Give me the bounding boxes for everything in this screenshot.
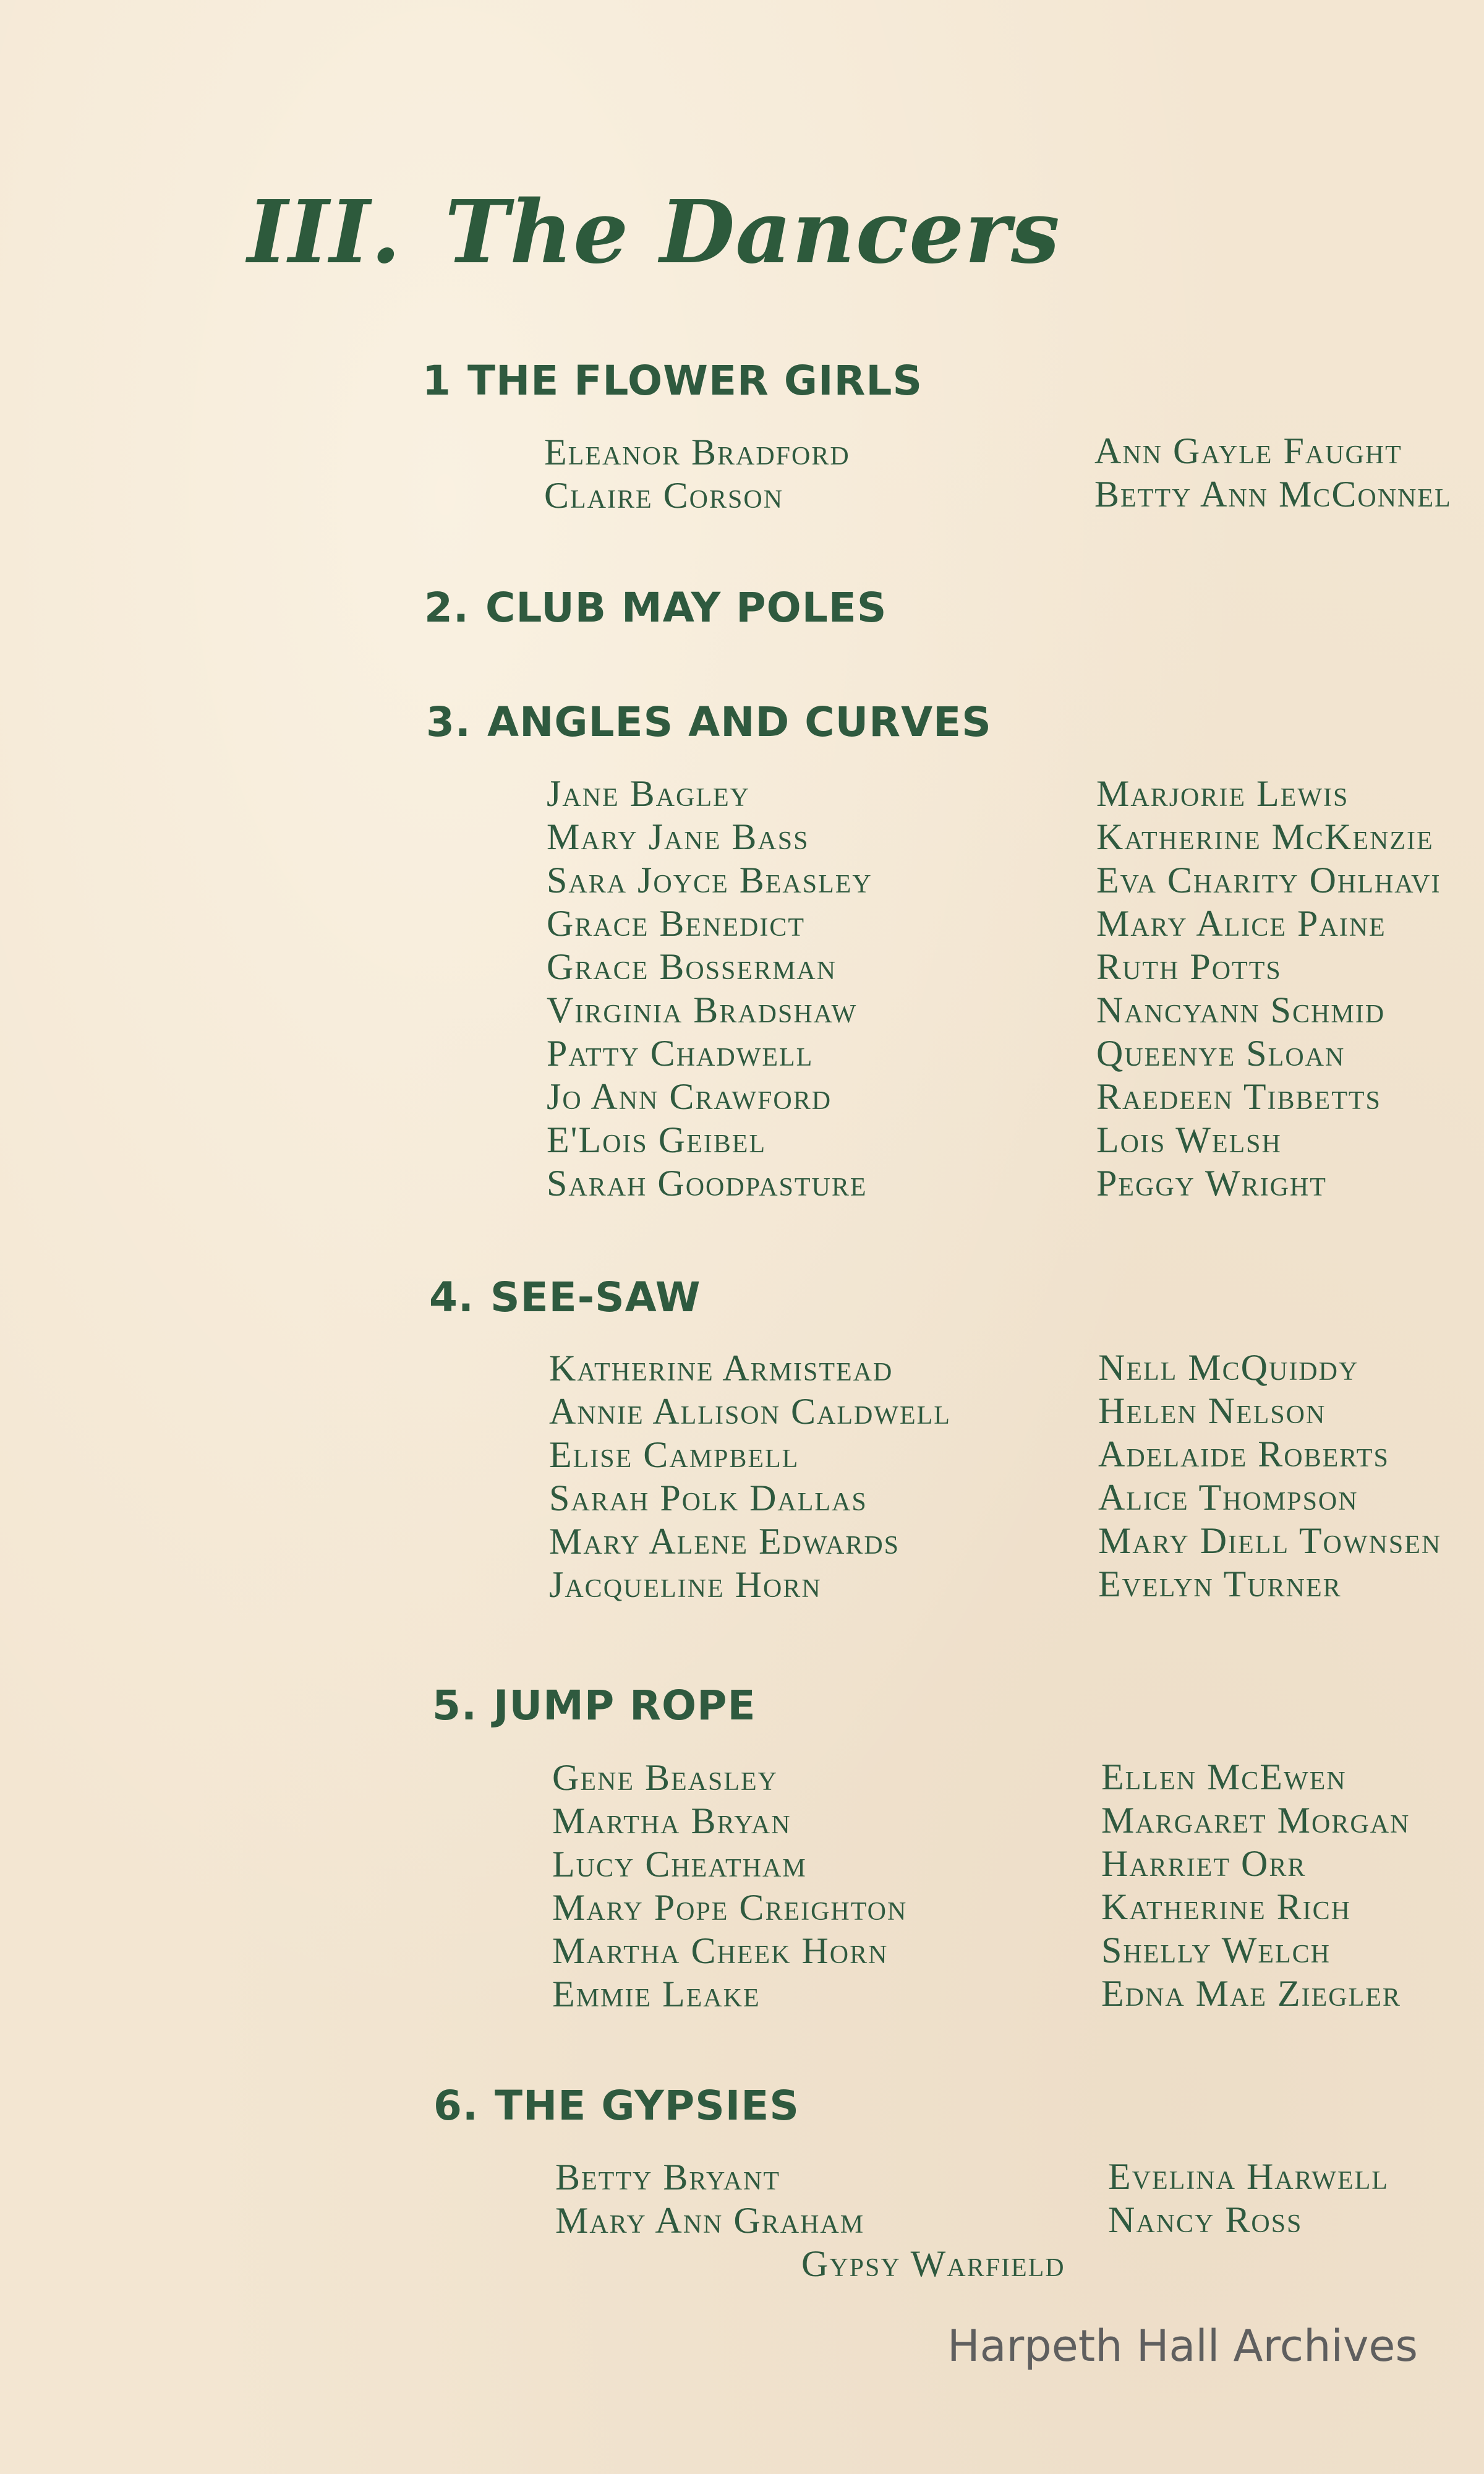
section-heading-the-gypsies [433, 2082, 800, 2129]
section-heading-jump-rope [432, 1682, 756, 1729]
dancer-name: Claire Corson [544, 475, 784, 516]
dancer-name: Adelaide Roberts [1098, 1434, 1389, 1475]
section-title: CLUB MAY POLES [485, 584, 887, 631]
flower-girls-left-list [544, 430, 850, 517]
section-heading-see-saw [429, 1273, 701, 1321]
page-title [247, 182, 1060, 283]
section-title: ANGLES AND CURVES [487, 698, 992, 746]
section-title: JUMP ROPE [493, 1682, 756, 1729]
dancer-name: Sarah Polk Dallas [549, 1478, 868, 1518]
gypsies-left-list [555, 2155, 864, 2242]
section-title: SEE-SAW [490, 1273, 701, 1321]
dancer-name: Ruth Potts [1096, 946, 1282, 987]
title-numeral: III. [247, 182, 402, 283]
angles-curves-right-list [1096, 772, 1441, 1205]
dancer-name: Elise Campbell [549, 1434, 800, 1475]
dancer-name: Annie Allison Caldwell [549, 1391, 951, 1432]
dancer-name: Eva Charity Ohlhavi [1096, 860, 1441, 901]
dancer-name: Virginia Bradshaw [547, 990, 858, 1030]
dancer-name: Harriet Orr [1101, 1843, 1307, 1884]
archive-watermark: Harpeth Hall Archives [947, 2321, 1418, 2371]
dancer-name: Mary Jane Bass [547, 816, 809, 857]
section-number: 6. [433, 2082, 479, 2129]
section-number: 1 [422, 357, 451, 404]
dancer-name: Lucy Cheatham [552, 1844, 807, 1885]
section-number: 5. [432, 1682, 477, 1729]
dancer-name: Margaret Morgan [1101, 1800, 1410, 1841]
dancer-name: Nancyann Schmid [1096, 990, 1386, 1030]
title-text: The Dancers [445, 182, 1060, 283]
dancer-name: Shelly Welch [1101, 1930, 1331, 1971]
dancer-name: Sara Joyce Beasley [547, 860, 872, 901]
dancer-name: Mary Alene Edwards [549, 1521, 900, 1562]
dancer-name: Edna Mae Ziegler [1101, 1973, 1401, 2014]
dancer-name: Katherine Rich [1101, 1886, 1351, 1927]
see-saw-right-list [1098, 1346, 1441, 1606]
dancer-name: Patty Chadwell [547, 1033, 814, 1074]
dancer-name: Martha Bryan [552, 1800, 791, 1841]
dancer-name: Nancy Ross [1108, 2199, 1303, 2240]
dancer-name: Mary Alice Paine [1096, 903, 1386, 944]
dancer-name: Evelyn Turner [1098, 1564, 1342, 1604]
section-number: 3. [426, 698, 471, 746]
dancer-name: Grace Benedict [547, 903, 805, 944]
dancer-name: Betty Bryant [555, 2157, 781, 2198]
dancer-name: Lois Welsh [1096, 1119, 1282, 1160]
flower-girls-right-list [1094, 429, 1452, 516]
section-title: THE GYPSIES [495, 2082, 800, 2129]
dancer-name: Nell McQuiddy [1098, 1347, 1359, 1388]
dancer-name: Emmie Leake [552, 1974, 761, 2014]
angles-curves-left-list [547, 772, 872, 1205]
section-number: 2. [424, 584, 469, 631]
dancer-name: Mary Ann Graham [555, 2200, 865, 2241]
dancer-name: Queenye Sloan [1096, 1033, 1345, 1074]
section-number: 4. [429, 1273, 474, 1321]
see-saw-left-list [549, 1346, 951, 1606]
section-heading-club-may-poles [424, 584, 887, 631]
jump-rope-left-list [552, 1756, 907, 2016]
dancer-name: Peggy Wright [1096, 1163, 1327, 1204]
dancer-name: Jane Bagley [547, 773, 750, 814]
dancer-name: Katherine Armistead [549, 1348, 893, 1389]
dancer-name: Jo Ann Crawford [547, 1076, 832, 1117]
dancer-name: Alice Thompson [1098, 1477, 1358, 1518]
dancer-name: Eleanor Bradford [544, 432, 850, 473]
dancer-name: Raedeen Tibbetts [1096, 1076, 1381, 1117]
dancer-name: Mary Diell Townsen [1098, 1520, 1442, 1561]
dancer-name: Sarah Goodpasture [547, 1163, 868, 1204]
dancer-name: Martha Cheek Horn [552, 1930, 889, 1971]
section-heading-flower-girls [422, 357, 923, 404]
dancer-name: Evelina Harwell [1108, 2156, 1389, 2197]
section-title: THE FLOWER GIRLS [467, 357, 923, 404]
dancer-name: E'Lois Geibel [547, 1119, 767, 1160]
dancer-name: Katherine McKenzie [1096, 816, 1434, 857]
dancer-name: Ann Gayle Faught [1094, 430, 1402, 471]
dancer-name: Gene Beasley [552, 1757, 778, 1798]
dancer-name: Ellen McEwen [1101, 1757, 1347, 1797]
dancer-name: Helen Nelson [1098, 1390, 1326, 1431]
dancer-name: Betty Ann McConnel [1094, 474, 1452, 515]
section-heading-angles-and-curves [426, 698, 992, 746]
dancer-name: Mary Pope Creighton [552, 1887, 908, 1928]
gypsies-right-list [1108, 2155, 1389, 2241]
dancer-name: Grace Bosserman [547, 946, 837, 987]
dancer-name: Jacqueline Horn [549, 1564, 822, 1605]
dancer-name-centered: Gypsy Warfield [801, 2243, 1065, 2284]
dancer-name: Marjorie Lewis [1096, 773, 1349, 814]
jump-rope-right-list [1101, 1755, 1410, 2015]
